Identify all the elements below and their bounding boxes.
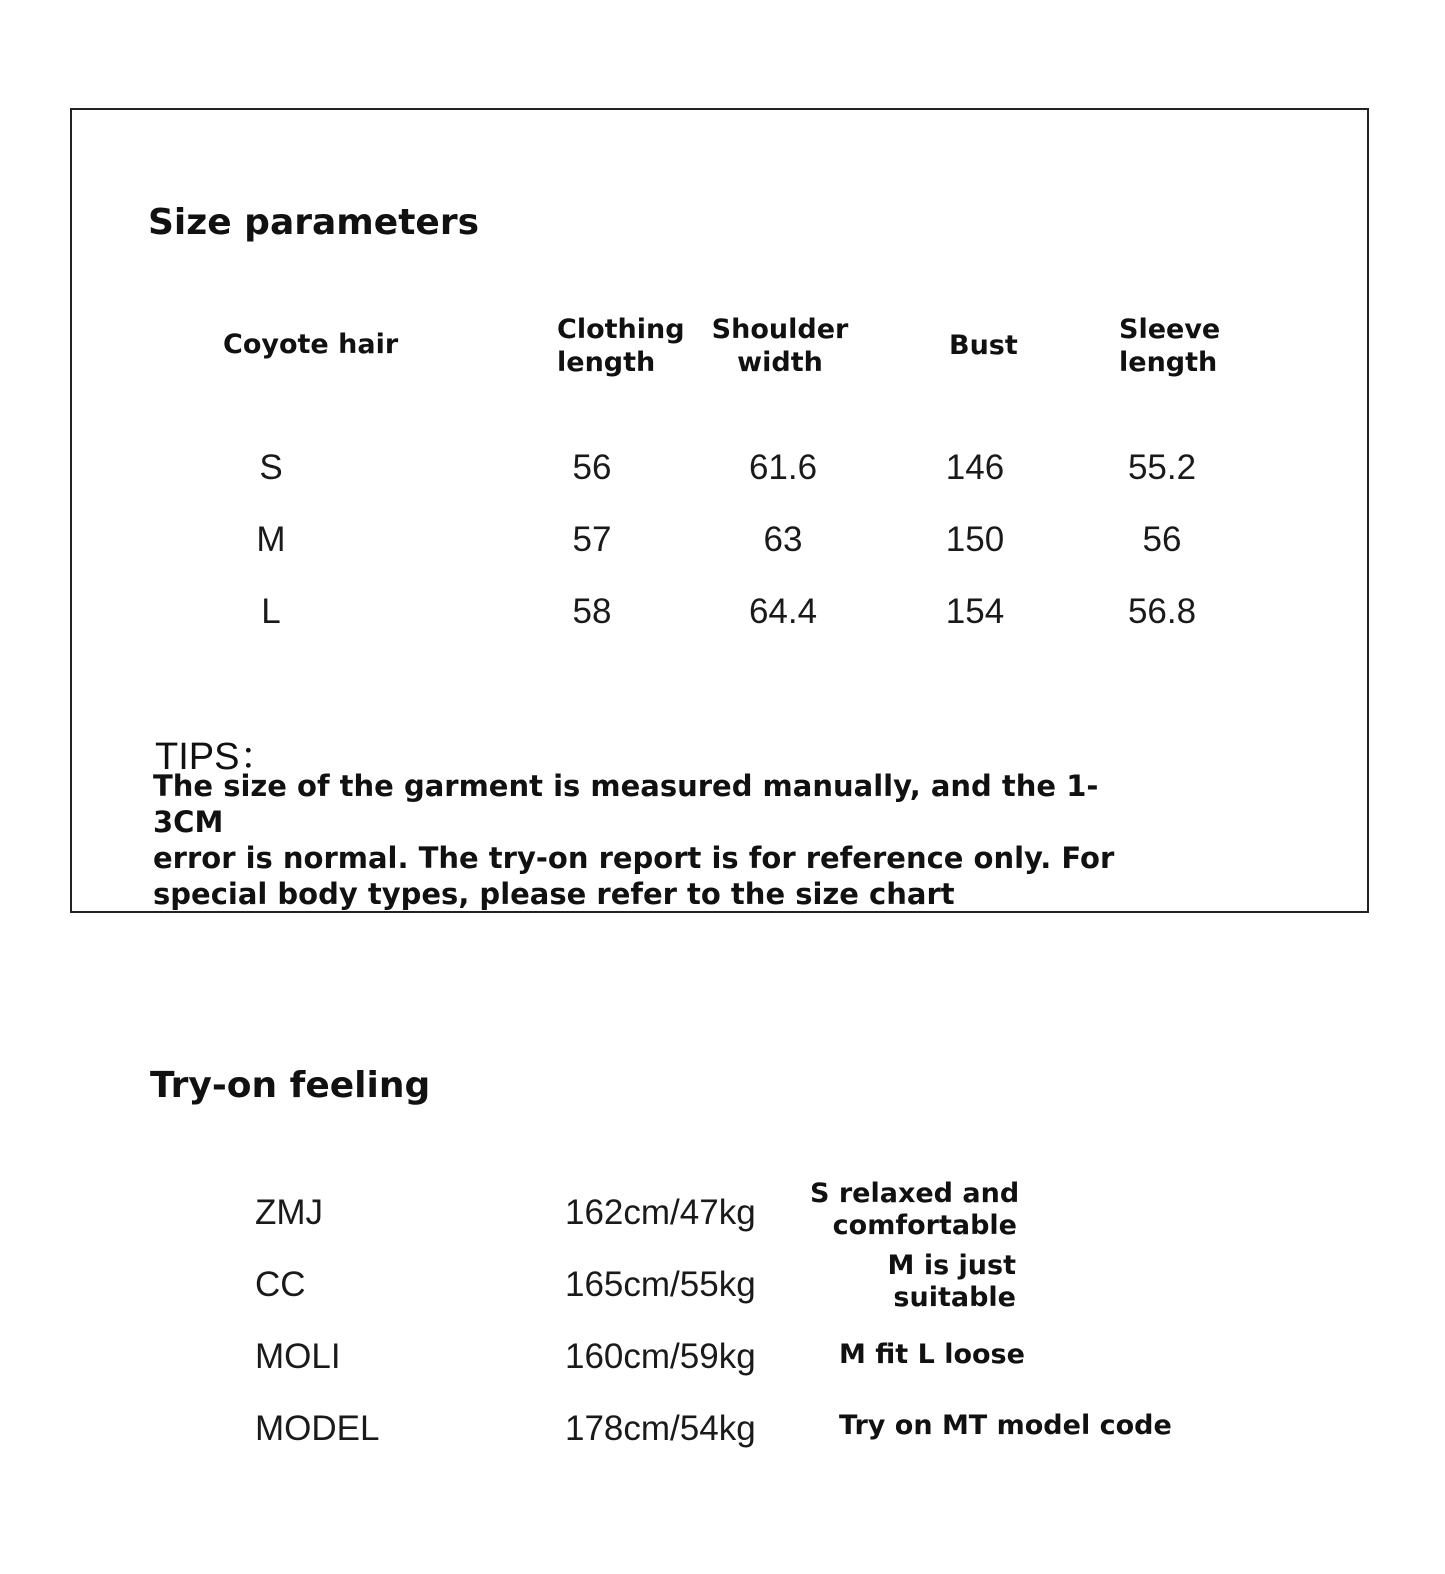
fit-note [810, 1178, 1020, 1242]
clothing-length-value: 58 [572, 592, 612, 631]
shoulder-width-value: 61.6 [748, 448, 818, 487]
model-measurements: 178cm/54kg [565, 1409, 756, 1448]
fit-note: M fit L loose [839, 1339, 1025, 1370]
header-shoulder-width-line2: width [737, 347, 823, 378]
model-name: MODEL [255, 1409, 380, 1448]
header-sleeve-length [1119, 313, 1220, 379]
model-name: MOLI [255, 1337, 341, 1376]
size-parameters-title: Size parameters [148, 202, 480, 243]
try-on-title: Try-on feeling [150, 1065, 431, 1106]
fit-note-line: comfortable [832, 1210, 1017, 1241]
size-label: L [261, 592, 281, 631]
header-clothing-length [557, 313, 685, 379]
header-product: Coyote hair [223, 329, 399, 360]
tips-line: special body types, please refer to the size chart [153, 877, 955, 911]
tips-title: TIPS： [155, 736, 278, 778]
fit-note-line: S relaxed and [810, 1178, 1020, 1209]
fit-note: Try on MT model code [839, 1410, 1172, 1441]
model-measurements: 160cm/59kg [565, 1337, 756, 1376]
model-name: ZMJ [255, 1193, 324, 1232]
shoulder-width-value: 63 [763, 520, 803, 559]
header-clothing-length-line2: length [557, 347, 656, 378]
header-sleeve-length-line2: length [1119, 347, 1218, 378]
fit-note-line: M is just [887, 1250, 1016, 1281]
sleeve-length-value: 55.2 [1127, 448, 1197, 487]
model-measurements: 162cm/47kg [565, 1193, 756, 1232]
bust-value: 146 [945, 448, 1005, 487]
fit-note [810, 1250, 1016, 1314]
bust-value: 150 [945, 520, 1005, 559]
model-name: CC [255, 1265, 306, 1304]
bust-value: 154 [945, 592, 1005, 631]
model-measurements: 165cm/55kg [565, 1265, 756, 1304]
clothing-length-value: 56 [572, 448, 612, 487]
shoulder-width-value: 64.4 [748, 592, 818, 631]
header-shoulder-width-line1: Shoulder [711, 314, 849, 345]
header-shoulder-width [712, 313, 849, 379]
header-bust: Bust [949, 330, 1018, 361]
size-label: S [259, 448, 283, 487]
tips-line: error is normal. The try-on report is for reference only. For [153, 841, 1115, 875]
fit-note-line: suitable [893, 1282, 1016, 1313]
header-clothing-length-line1: Clothing [557, 314, 685, 345]
size-label: M [256, 520, 286, 559]
tips-text [153, 768, 1153, 912]
tips-line: The size of the garment is measured manually, and the 1-3CM [153, 769, 1099, 839]
sleeve-length-value: 56.8 [1127, 592, 1197, 631]
clothing-length-value: 57 [572, 520, 612, 559]
header-sleeve-length-line1: Sleeve [1119, 314, 1221, 345]
sleeve-length-value: 56 [1142, 520, 1182, 559]
